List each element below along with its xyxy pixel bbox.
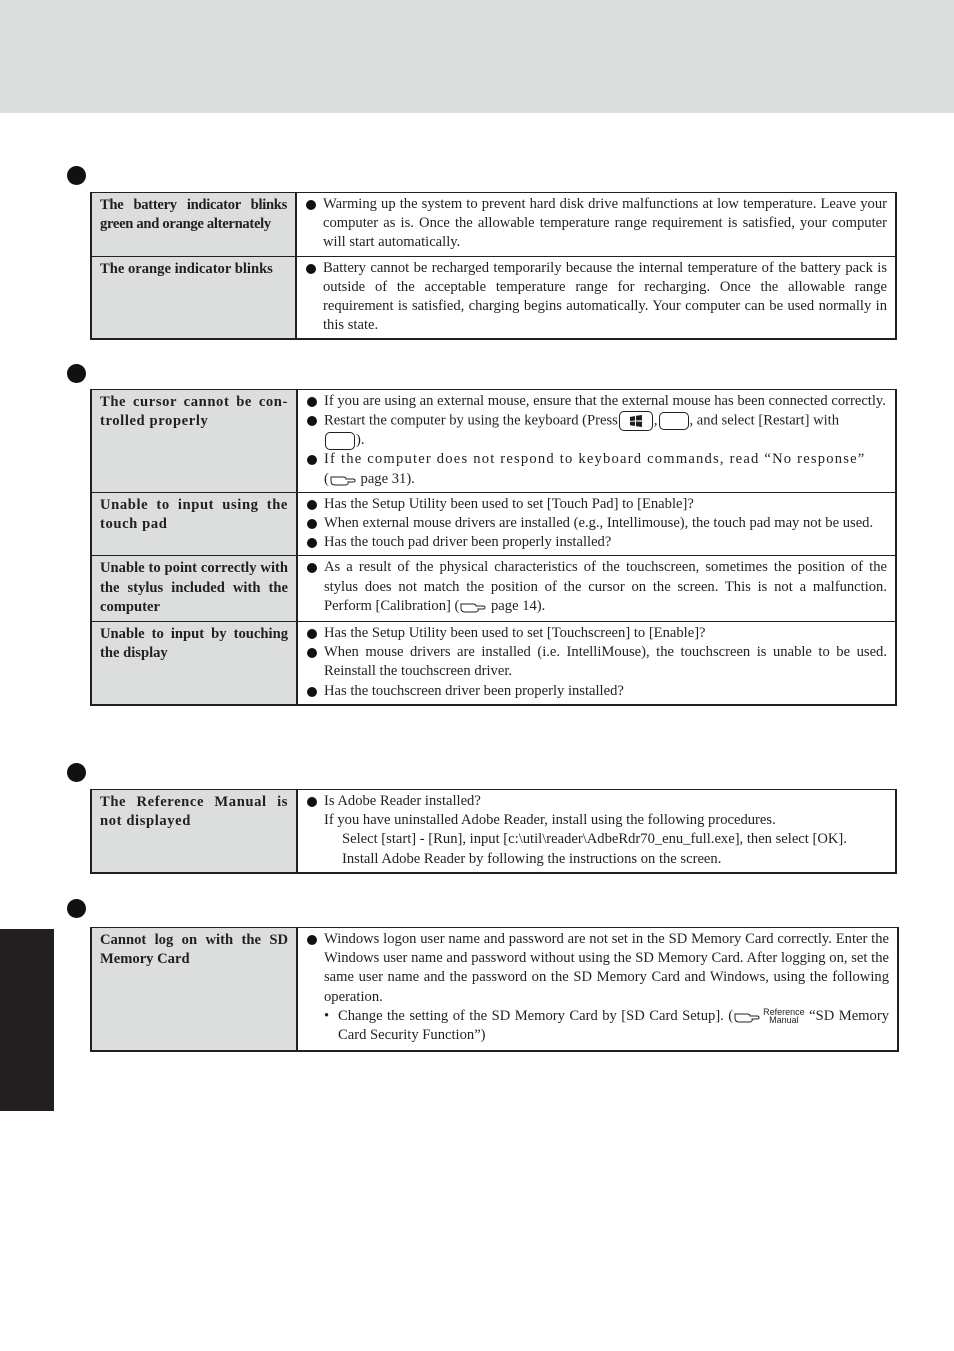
solution-text: If the computer does not respond to keyboard commands, read “No response” xyxy=(324,451,866,468)
solution-item xyxy=(306,558,887,616)
solution-text: Restart the computer by using the keyboard (Press xyxy=(324,412,618,429)
separator-text: , xyxy=(653,412,658,429)
solution-item: Has the touch pad driver been properly installed? xyxy=(306,533,887,552)
table-row xyxy=(91,256,896,339)
solution-item: Is Adobe Reader installed? xyxy=(306,792,887,811)
table-row xyxy=(91,622,896,705)
solution-item xyxy=(306,411,887,450)
solution-cell xyxy=(296,256,896,339)
solution-item: Battery cannot be recharged temporarily because the internal temperature of the battery pack is outside of the acceptable temperature range for recharging. Once the allowable range requirement is satisfied, charging begins automatically. Your computer can be used normally in this state. xyxy=(305,259,887,336)
condition-cell: Cannot log on with the SD Memory Card xyxy=(91,928,297,1052)
pointing-hand-icon xyxy=(733,1008,761,1024)
solution-cell xyxy=(297,492,896,556)
condition-cell: Unable to input by touching the display xyxy=(91,622,297,705)
solution-cell xyxy=(297,622,896,705)
reference-manual-icon xyxy=(763,1008,805,1024)
table-row xyxy=(91,928,898,1052)
solution-cell xyxy=(297,390,896,493)
key-icon xyxy=(325,432,355,450)
section-bullet-icon xyxy=(67,899,86,918)
pointing-hand-icon xyxy=(459,598,487,614)
condition-cell: The cursor cannot be con- trolled properly xyxy=(91,390,297,493)
solution-item: Has the Setup Utility been used to set [Touch Pad] to [Enable]? xyxy=(306,495,887,514)
sub-bullet: • xyxy=(324,1007,330,1024)
section-bullet-icon xyxy=(67,763,86,782)
solution-item: Has the touchscreen driver been properly installed? xyxy=(306,682,887,701)
troubleshoot-table-sd-card xyxy=(90,927,899,1052)
condition-cell: The orange indicator blinks xyxy=(91,256,296,339)
windows-key-icon xyxy=(619,411,653,431)
solution-cell xyxy=(297,790,896,874)
solution-text: “SD Memory Card Security Function”) xyxy=(338,1007,889,1044)
solution-cell xyxy=(296,193,896,257)
solution-text: ). xyxy=(356,432,365,449)
section-bullet-icon xyxy=(67,166,86,185)
solution-item: Windows logon user name and password are not set in the SD Memory Card correctly. Enter the Windows user name and password without using the SD Memory Card. After logging on, set the same user name and the password on the SD Memory Card and Windows, using the following operation. xyxy=(306,930,889,1007)
step-text: Select [start] - [Run], input [c:\util\reader\AdbeRdr70_enu_full.exe], then select [OK]. xyxy=(342,831,847,848)
table-row xyxy=(91,492,896,556)
troubleshoot-table-cursor xyxy=(90,389,897,706)
table-row xyxy=(91,790,896,874)
step-text: Install Adobe Reader by following the instructions on the screen. xyxy=(342,850,722,867)
solution-item: If you are using an external mouse, ensure that the external mouse has been connected correctly. xyxy=(306,392,887,411)
condition-cell: The battery indicator blinks green and orange alternately xyxy=(91,193,296,257)
troubleshoot-table-reference-manual xyxy=(90,789,897,874)
table-row xyxy=(91,193,896,257)
ref-label: Manual xyxy=(769,1015,799,1026)
solution-text: As a result of the physical characteristics of the touchscreen, sometimes the position of the stylus does not match the position of the cursor on the screen. This is not a malfunction. Perform [Calibration] ( xyxy=(324,559,887,614)
table-row xyxy=(91,556,896,622)
troubleshoot-table-battery xyxy=(90,192,897,340)
solution-text: , and select [Restart] with xyxy=(689,412,840,429)
side-tab xyxy=(0,929,54,1111)
pointing-hand-icon xyxy=(329,471,357,487)
solution-item: Has the Setup Utility been used to set [Touchscreen] to [Enable]? xyxy=(306,624,887,643)
table-row xyxy=(91,390,896,493)
solution-text: ( xyxy=(324,470,329,487)
solution-item xyxy=(306,450,887,488)
solution-cell xyxy=(297,556,896,622)
solution-item: Warming up the system to prevent hard disk drive malfunctions at low temperature. Leave your computer as is. Once the allowable temperature range requirement is satisfied, your computer will start automatically. xyxy=(305,195,887,253)
key-icon xyxy=(659,412,689,430)
section-bullet-icon xyxy=(67,364,86,383)
solution-text: Change the setting of the SD Memory Card by [SD Card Setup]. ( xyxy=(338,1007,734,1024)
solution-text: page 31). xyxy=(356,470,415,487)
solution-item: When mouse drivers are installed (i.e. IntelliMouse), the touchscreen is unable to be used. Reinstall the touchscreen driver. xyxy=(306,643,887,681)
solution-item: When external mouse drivers are installed (e.g., Intellimouse), the touch pad may not be used. xyxy=(306,514,887,533)
sub-item xyxy=(306,1007,889,1045)
condition-cell: The Reference Manual is not displayed xyxy=(91,790,297,874)
solution-cell xyxy=(297,928,898,1052)
ref-label: Reference xyxy=(763,1007,805,1018)
solution-text: page 14). xyxy=(487,597,546,614)
header-band xyxy=(0,0,954,113)
note-text: If you have uninstalled Adobe Reader, install using the following procedures. xyxy=(324,812,776,829)
condition-cell: Unable to point correctly with the stylus included with the computer xyxy=(91,556,297,622)
condition-cell: Unable to input using the touch pad xyxy=(91,492,297,556)
